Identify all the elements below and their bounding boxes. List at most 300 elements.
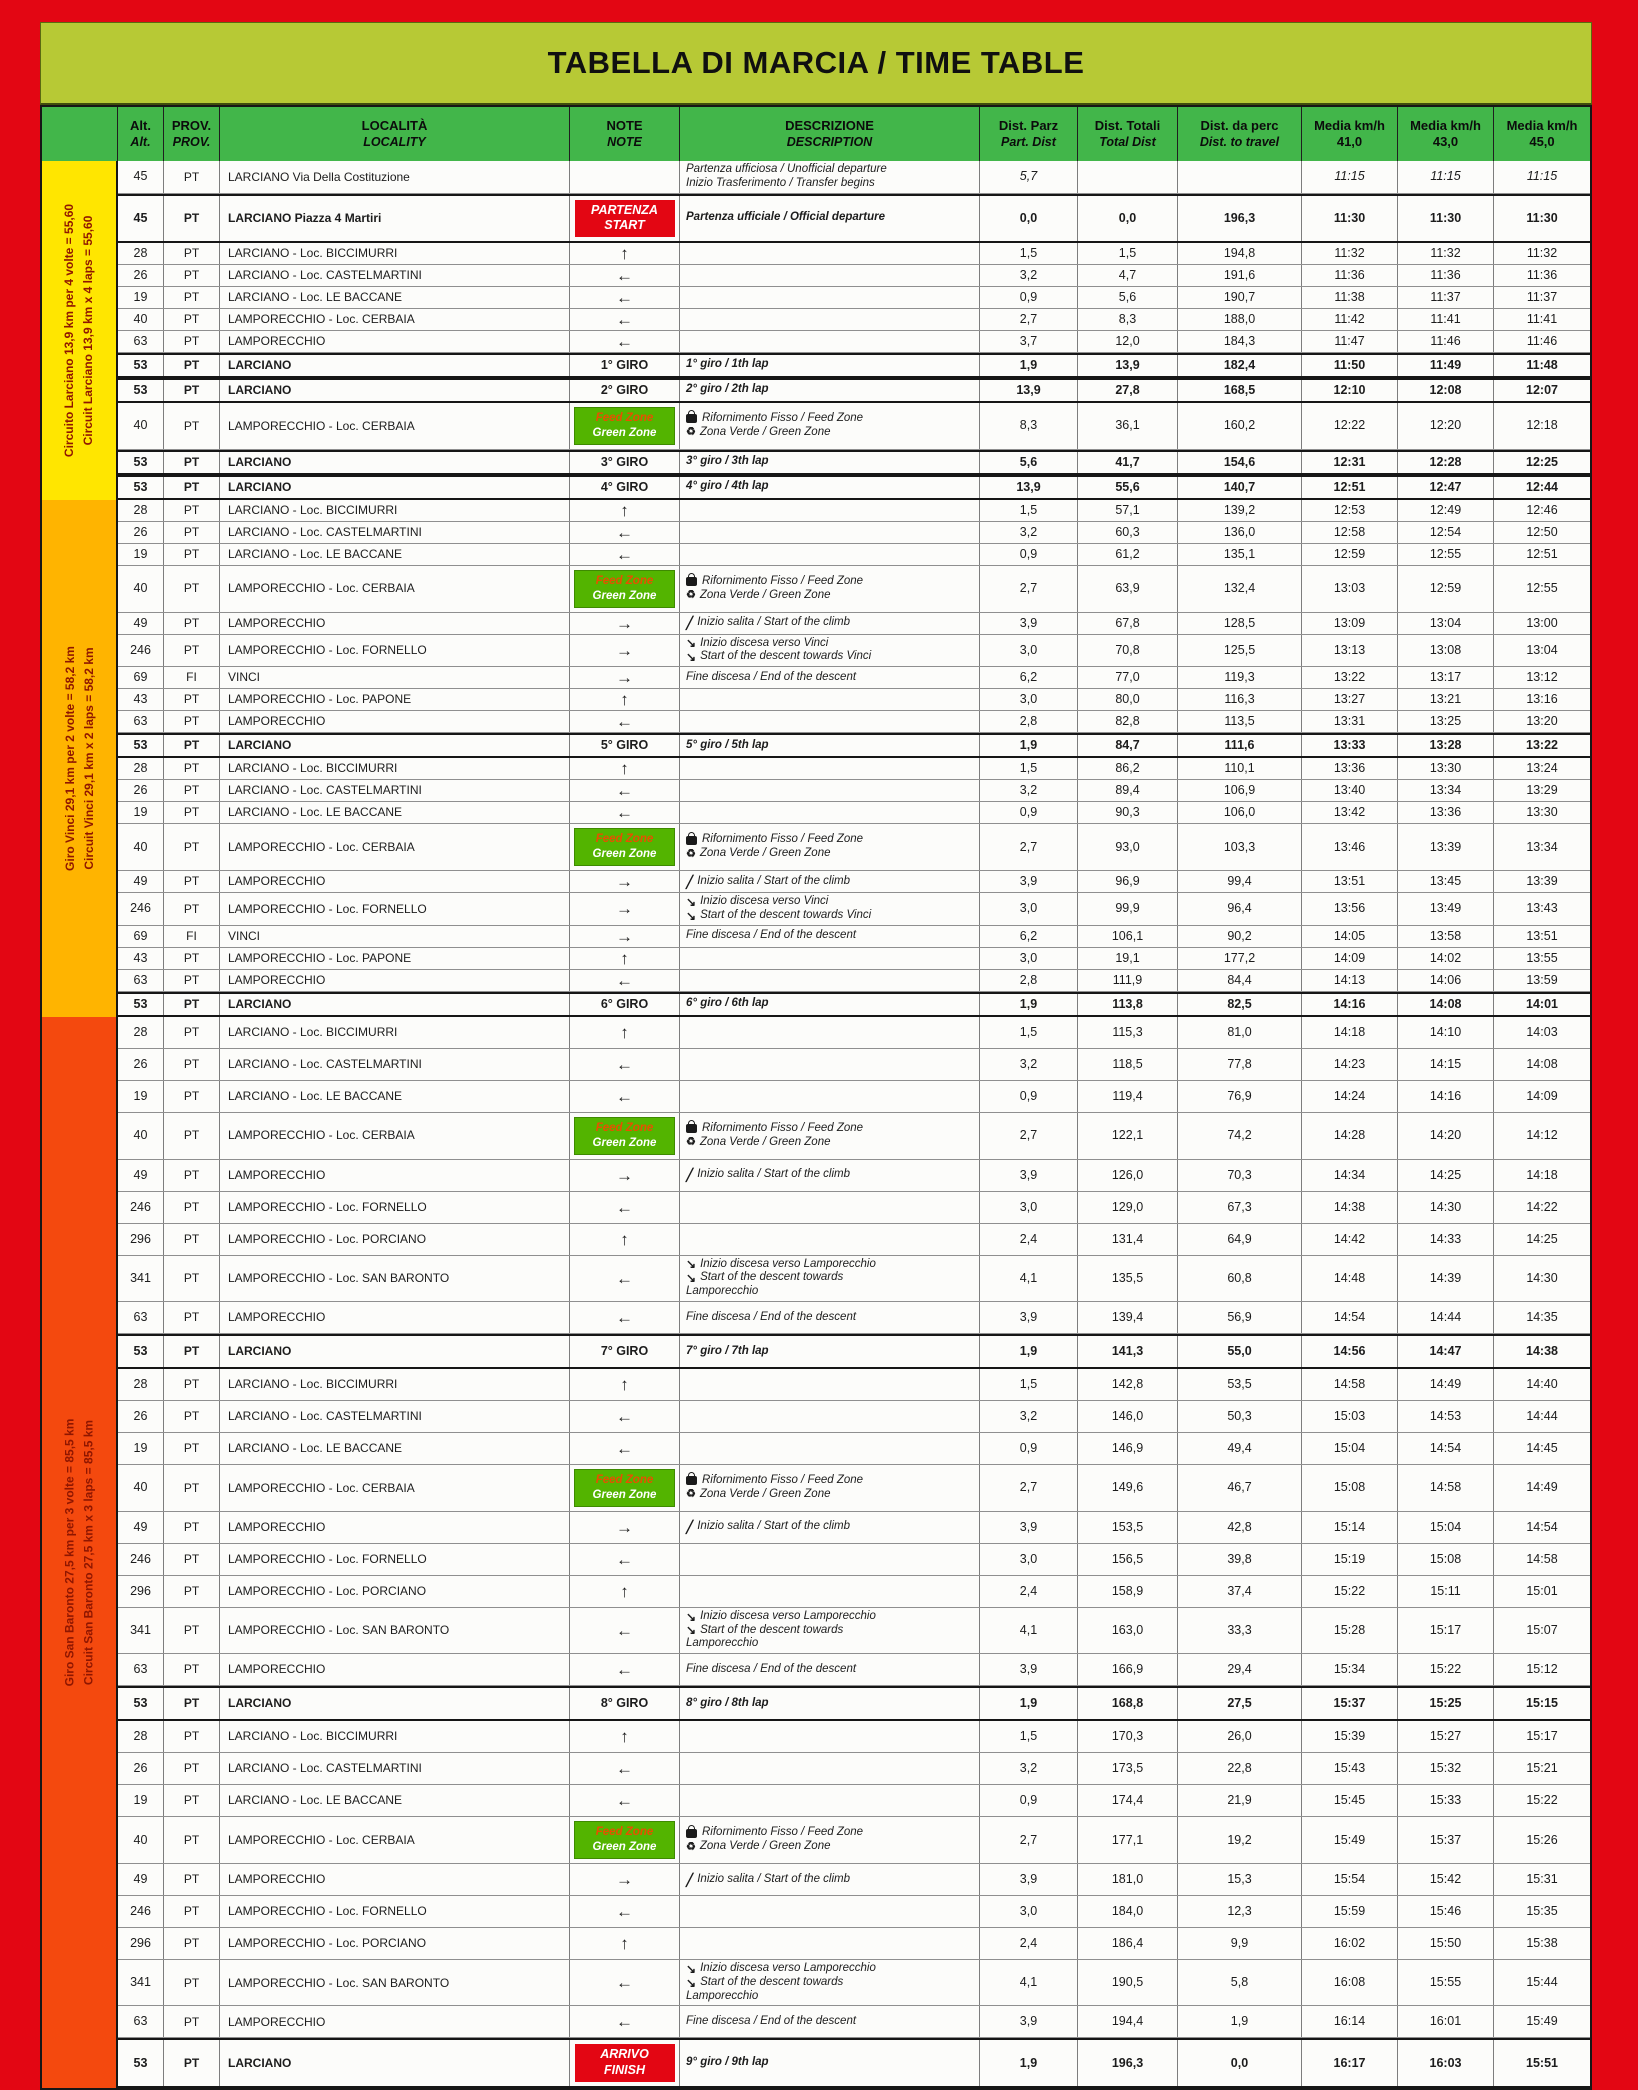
time-43-value: 12:59 — [1398, 566, 1494, 612]
time-45-value: 11:46 — [1526, 333, 1558, 348]
arrow-left-icon: ← — [616, 309, 633, 329]
altitude-value: 19 — [118, 1081, 164, 1112]
dist-perc-value: 15,3 — [1178, 1864, 1302, 1895]
province-value: PT — [164, 1113, 220, 1159]
dist-tot-value: 166,9 — [1078, 1654, 1178, 1685]
dist-parz-value: 2,7 — [980, 1817, 1078, 1863]
giro-label: 6° GIRO — [600, 996, 649, 1011]
dist-tot-value: 196,3 — [1078, 2040, 1178, 2085]
time-41-value: 14:16 — [1302, 994, 1398, 1015]
locality-value: LARCIANO — [220, 994, 570, 1015]
locality-value: LAMPORECCHIO - Loc. SAN BARONTO — [220, 1256, 570, 1301]
arrow-up-icon: ↑ — [620, 243, 629, 263]
table-row — [118, 1512, 1590, 1544]
description-cell — [680, 635, 980, 667]
dist-perc-value: 135,1 — [1178, 544, 1302, 565]
altitude-value: 53 — [118, 735, 164, 756]
time-43-value: 14:33 — [1398, 1224, 1494, 1255]
dist-tot-value: 168,8 — [1078, 1688, 1178, 1719]
description-line — [686, 2056, 769, 2070]
description-text: Fine discesa / End of the descent — [686, 670, 857, 683]
dist-tot-value: 194,4 — [1078, 2006, 1178, 2037]
dist-parz-value: 0,9 — [980, 287, 1078, 308]
time-43-value: 13:08 — [1398, 635, 1494, 667]
time-43-value: 12:08 — [1398, 380, 1494, 401]
description-cell — [680, 1753, 980, 1784]
arrow-left-icon: ← — [616, 1902, 633, 1922]
time-45-value: 14:38 — [1526, 1343, 1558, 1358]
dist-perc-value: 49,4 — [1178, 1433, 1302, 1464]
arrow-left-icon: ← — [616, 331, 633, 351]
time-41-value: 14:38 — [1302, 1192, 1398, 1223]
table-row — [118, 309, 1590, 331]
time-45-value: 11:36 — [1526, 267, 1558, 282]
locality-value: LAMPORECCHIO — [220, 1654, 570, 1685]
time-45-value: 14:58 — [1526, 1551, 1558, 1566]
col-header-media-45-label: Media km/h — [1506, 117, 1578, 133]
description-text: Inizio discesa verso Lamporecchio — [700, 1962, 876, 1975]
col-header-locality-en: LOCALITY — [363, 134, 426, 149]
table-row — [118, 2006, 1590, 2038]
table-row — [118, 1433, 1590, 1465]
table-row — [118, 893, 1590, 926]
time-41-value: 11:36 — [1302, 265, 1398, 286]
dist-perc-value: 0,0 — [1178, 2040, 1302, 2085]
time-43-value: 14:47 — [1398, 1336, 1494, 1367]
province-value: PT — [164, 477, 220, 498]
description-cell — [680, 1544, 980, 1575]
time-41-value: 14:58 — [1302, 1369, 1398, 1400]
altitude-value: 26 — [118, 780, 164, 801]
locality-value: LAMPORECCHIO - Loc. SAN BARONTO — [220, 1608, 570, 1653]
time-45-value: 13:04 — [1526, 642, 1558, 657]
time-41-value: 13:09 — [1302, 613, 1398, 634]
section-vinci-labels — [63, 646, 96, 871]
giro-label: 3° GIRO — [600, 454, 649, 469]
arrow-left-icon: ← — [616, 2012, 633, 2032]
dist-parz-value: 2,8 — [980, 970, 1078, 991]
dist-tot-value: 77,0 — [1078, 667, 1178, 688]
dist-perc-value: 21,9 — [1178, 1785, 1302, 1816]
dist-perc-value: 191,6 — [1178, 265, 1302, 286]
dist-perc-value: 111,6 — [1178, 735, 1302, 756]
table-row — [118, 331, 1590, 353]
time-45-value: 14:40 — [1526, 1376, 1558, 1391]
section-san-baronto-labels — [63, 1418, 96, 1686]
time-41-value: 15:43 — [1302, 1753, 1398, 1784]
locality-value: LARCIANO - Loc. LE BACCANE — [220, 802, 570, 823]
time-43-value: 14:10 — [1398, 1017, 1494, 1048]
time-41-value: 11:50 — [1302, 355, 1398, 376]
time-43-value: 14:08 — [1398, 994, 1494, 1015]
table-row — [118, 287, 1590, 309]
province-value: FI — [164, 926, 220, 947]
dist-tot-value: 111,9 — [1078, 970, 1178, 991]
note-cell — [570, 1401, 680, 1432]
time-43-value: 12:54 — [1398, 522, 1494, 543]
arrow-left-icon: ← — [616, 1759, 633, 1779]
locality-value: LARCIANO — [220, 355, 570, 376]
altitude-value: 26 — [118, 522, 164, 543]
dist-parz-value: 2,7 — [980, 1113, 1078, 1159]
altitude-value: 63 — [118, 970, 164, 991]
descent-icon: ↘ — [686, 650, 697, 665]
time-41-value: 11:15 — [1302, 161, 1398, 193]
musette-icon — [686, 577, 697, 586]
table-row — [118, 1401, 1590, 1433]
province-value: PT — [164, 635, 220, 667]
note-cell — [570, 1017, 680, 1048]
description-cell — [680, 1576, 980, 1607]
description-cell — [680, 2006, 980, 2037]
description-cell — [680, 380, 980, 401]
arrow-left-icon: ← — [616, 1620, 633, 1640]
dist-perc-value: 154,6 — [1178, 452, 1302, 473]
description-text: 1° giro / 1th lap — [686, 358, 769, 371]
altitude-value: 45 — [118, 196, 164, 241]
time-43-value: 14:06 — [1398, 970, 1494, 991]
table-row — [118, 926, 1590, 948]
table-row — [118, 1017, 1590, 1049]
col-header-alt-it: Alt. — [130, 117, 151, 133]
dist-perc-value: 29,4 — [1178, 1654, 1302, 1685]
col-header-dist-tot — [1078, 107, 1178, 161]
arrow-right-icon: → — [616, 668, 633, 688]
time-43-value: 13:34 — [1398, 780, 1494, 801]
time-45-value: 14:22 — [1526, 1199, 1558, 1214]
section-larciano-label-en: Circuit Larciano 13,9 km x 4 laps = 55,60 — [81, 215, 96, 446]
note-cell — [570, 1081, 680, 1112]
time-45-value: 15:31 — [1526, 1872, 1558, 1887]
table-row — [118, 1753, 1590, 1785]
dist-parz-value: 1,5 — [980, 243, 1078, 264]
dist-perc-value: 106,9 — [1178, 780, 1302, 801]
time-43-value: 11:49 — [1398, 355, 1494, 376]
time-41-value: 14:24 — [1302, 1081, 1398, 1112]
time-43-value: 11:41 — [1398, 309, 1494, 330]
time-45-value: 15:21 — [1526, 1761, 1558, 1776]
province-value: PT — [164, 1785, 220, 1816]
description-text: 8° giro / 8th lap — [686, 1696, 769, 1709]
note-cell — [570, 1113, 680, 1159]
col-header-note-en: NOTE — [607, 134, 642, 149]
dist-tot-value: 139,4 — [1078, 1302, 1178, 1333]
descent-icon: ↘ — [686, 1257, 697, 1272]
note-cell — [570, 566, 680, 612]
altitude-value: 49 — [118, 1864, 164, 1895]
time-43-value: 11:37 — [1398, 287, 1494, 308]
dist-tot-value: 89,4 — [1078, 780, 1178, 801]
table-row — [118, 1049, 1590, 1081]
province-value: PT — [164, 161, 220, 193]
table-row — [118, 992, 1590, 1017]
province-value: PT — [164, 1433, 220, 1464]
table-row — [118, 243, 1590, 265]
recycle-icon: ♻ — [686, 1135, 696, 1148]
dist-tot-value: 36,1 — [1078, 403, 1178, 449]
description-text: Inizio salita / Start of the climb — [697, 1168, 850, 1181]
note-cell — [570, 500, 680, 521]
description-text: 9° giro / 9th lap — [686, 2056, 769, 2069]
time-45-value: 12:51 — [1526, 546, 1558, 561]
altitude-value: 63 — [118, 711, 164, 732]
time-41-value: 15:04 — [1302, 1433, 1398, 1464]
col-header-media-41-label: Media km/h — [1314, 117, 1385, 133]
description-line — [686, 2015, 856, 2029]
dist-tot-value: 12,0 — [1078, 331, 1178, 352]
description-line — [686, 455, 769, 469]
climb-icon: ╱ — [686, 1872, 694, 1887]
dist-tot-value: 118,5 — [1078, 1049, 1178, 1080]
dist-tot-value: 158,9 — [1078, 1576, 1178, 1607]
section-larciano-sidebar-inner — [42, 161, 116, 500]
note-cell — [570, 403, 680, 449]
table-row — [118, 1721, 1590, 1753]
section-san-baronto-label-it: Giro San Baronto 27,5 km per 3 volte = 85,5 km — [62, 1418, 77, 1687]
altitude-value: 28 — [118, 500, 164, 521]
recycle-icon: ♻ — [686, 847, 696, 860]
description-line — [686, 833, 863, 847]
table-row — [118, 403, 1590, 450]
feed-zone-badge — [574, 1821, 675, 1859]
note-cell — [570, 1608, 680, 1653]
col-header-prov-en: PROV. — [172, 134, 211, 149]
dist-perc-value: 168,5 — [1178, 380, 1302, 401]
dist-perc-value: 194,8 — [1178, 243, 1302, 264]
description-line — [686, 480, 769, 494]
feed-zone-badge-line-0: Feed Zone — [595, 1473, 654, 1486]
section-vinci-label-it: Giro Vinci 29,1 km per 2 volte = 58,2 km — [62, 645, 77, 871]
time-41-value: 15:49 — [1302, 1817, 1398, 1863]
arrow-right-icon: → — [616, 1165, 633, 1185]
arrow-left-icon: ← — [616, 712, 633, 732]
time-41-value: 14:28 — [1302, 1113, 1398, 1159]
note-cell — [570, 265, 680, 286]
descent-icon: ↘ — [686, 1609, 697, 1624]
note-cell — [570, 948, 680, 969]
description-text: Lamporecchio — [686, 1637, 759, 1650]
dist-tot-value: 129,0 — [1078, 1192, 1178, 1223]
time-45-value: 12:07 — [1526, 382, 1558, 397]
note-cell — [570, 1928, 680, 1959]
altitude-value: 53 — [118, 2040, 164, 2085]
table-row — [118, 265, 1590, 287]
time-45-value: 14:49 — [1526, 1480, 1558, 1495]
table-row — [118, 1576, 1590, 1608]
time-41-value: 15:08 — [1302, 1465, 1398, 1511]
table-row — [118, 1256, 1590, 1302]
descent-icon: ↘ — [686, 1975, 697, 1990]
time-43-value: 12:49 — [1398, 500, 1494, 521]
dist-parz-value: 3,9 — [980, 1654, 1078, 1685]
dist-tot-value: 13,9 — [1078, 355, 1178, 376]
locality-value: LAMPORECCHIO - Loc. CERBAIA — [220, 309, 570, 330]
time-41-value: 13:42 — [1302, 802, 1398, 823]
altitude-value: 26 — [118, 1753, 164, 1784]
description-cell — [680, 1433, 980, 1464]
time-41-value: 16:17 — [1302, 2040, 1398, 2085]
time-41-value: 14:13 — [1302, 970, 1398, 991]
dist-perc-value: 1,9 — [1178, 2006, 1302, 2037]
time-43-value: 15:11 — [1398, 1576, 1494, 1607]
description-cell — [680, 613, 980, 634]
time-41-value: 11:38 — [1302, 287, 1398, 308]
province-value: PT — [164, 287, 220, 308]
time-41-value: 14:18 — [1302, 1017, 1398, 1048]
dist-perc-value: 82,5 — [1178, 994, 1302, 1015]
locality-value: LAMPORECCHIO - Loc. PAPONE — [220, 689, 570, 710]
description-line — [686, 671, 856, 685]
col-header-alt — [118, 107, 164, 161]
dist-perc-value: 39,8 — [1178, 1544, 1302, 1575]
time-43-value: 15:25 — [1398, 1688, 1494, 1719]
description-text: Start of the descent towards Vinci — [700, 908, 872, 921]
arrow-left-icon: ← — [616, 1660, 633, 1680]
dist-parz-value: 1,9 — [980, 735, 1078, 756]
descent-icon: ↘ — [686, 1961, 697, 1976]
time-45-value: 14:54 — [1526, 1519, 1558, 1534]
time-41-value: 13:33 — [1302, 735, 1398, 756]
description-cell — [680, 355, 980, 376]
note-cell — [570, 1864, 680, 1895]
section-vinci-sidebar — [42, 500, 118, 1017]
note-cell — [570, 1785, 680, 1816]
note-cell — [570, 309, 680, 330]
dist-perc-value: 103,3 — [1178, 824, 1302, 870]
description-line — [686, 1962, 876, 1976]
dist-perc-value: 9,9 — [1178, 1928, 1302, 1959]
time-41-value: 15:19 — [1302, 1544, 1398, 1575]
time-45-value: 13:12 — [1526, 670, 1558, 685]
dist-perc-value: 177,2 — [1178, 948, 1302, 969]
time-45-value: 15:01 — [1526, 1583, 1558, 1598]
time-45-value: 11:41 — [1526, 311, 1558, 326]
description-text: Start of the descent towards — [700, 1623, 844, 1636]
locality-value: LARCIANO - Loc. CASTELMARTINI — [220, 265, 570, 286]
description-line — [686, 909, 871, 923]
province-value: PT — [164, 331, 220, 352]
time-41-value: 13:40 — [1302, 780, 1398, 801]
dist-parz-value: 2,7 — [980, 566, 1078, 612]
time-43-value: 13:39 — [1398, 824, 1494, 870]
musette-icon — [686, 414, 697, 423]
recycle-icon: ♻ — [686, 426, 696, 439]
description-text: Inizio discesa verso Lamporecchio — [700, 1257, 876, 1270]
note-cell — [570, 1465, 680, 1511]
province-value: PT — [164, 1160, 220, 1191]
time-45-value: 13:55 — [1526, 950, 1558, 965]
locality-value: LARCIANO — [220, 1336, 570, 1367]
province-value: PT — [164, 452, 220, 473]
description-cell — [680, 243, 980, 264]
table-row — [118, 667, 1590, 689]
dist-perc-value: 99,4 — [1178, 871, 1302, 892]
dist-parz-value: 1,5 — [980, 500, 1078, 521]
time-43-value: 12:28 — [1398, 452, 1494, 473]
time-43-value: 16:01 — [1398, 2006, 1494, 2037]
description-cell — [680, 265, 980, 286]
locality-value: LAMPORECCHIO — [220, 613, 570, 634]
feed-zone-badge-line-1: Green Zone — [592, 1136, 657, 1149]
province-value: PT — [164, 1224, 220, 1255]
dist-tot-value: 27,8 — [1078, 380, 1178, 401]
dist-perc-value: 190,7 — [1178, 287, 1302, 308]
dist-parz-value: 3,9 — [980, 871, 1078, 892]
dist-perc-value: 5,8 — [1178, 1960, 1302, 2005]
giro-label: 1° GIRO — [600, 357, 649, 372]
dist-parz-value: 1,9 — [980, 1688, 1078, 1719]
altitude-value: 40 — [118, 1113, 164, 1159]
col-header-dist-parz-en: Part. Dist — [1001, 134, 1056, 149]
province-value: PT — [164, 824, 220, 870]
altitude-value: 63 — [118, 331, 164, 352]
time-43-value: 14:58 — [1398, 1465, 1494, 1511]
note-cell — [570, 1302, 680, 1333]
locality-value: LARCIANO - Loc. BICCIMURRI — [220, 1721, 570, 1752]
dist-tot-value: 41,7 — [1078, 452, 1178, 473]
arrow-up-icon: ↑ — [620, 948, 629, 968]
dist-parz-value: 0,9 — [980, 1081, 1078, 1112]
note-cell — [570, 802, 680, 823]
feed-zone-badge — [574, 1117, 675, 1155]
table-row — [118, 1192, 1590, 1224]
dist-perc-value: 46,7 — [1178, 1465, 1302, 1511]
giro-label: 8° GIRO — [600, 1696, 649, 1711]
altitude-value: 19 — [118, 544, 164, 565]
col-header-media-43 — [1398, 107, 1494, 161]
table-row — [118, 194, 1590, 243]
description-cell — [680, 1224, 980, 1255]
description-line — [686, 997, 769, 1011]
dist-parz-value: 1,9 — [980, 994, 1078, 1015]
col-header-media-45-value: 45,0 — [1529, 133, 1555, 149]
dist-perc-value: 60,8 — [1178, 1256, 1302, 1301]
altitude-value: 53 — [118, 994, 164, 1015]
time-43-value: 14:20 — [1398, 1113, 1494, 1159]
description-line — [686, 637, 828, 651]
locality-value: LAMPORECCHIO - Loc. PAPONE — [220, 948, 570, 969]
time-41-value: 14:48 — [1302, 1256, 1398, 1301]
province-value: PT — [164, 893, 220, 925]
time-45-value: 14:09 — [1526, 1088, 1558, 1103]
note-cell — [570, 1896, 680, 1927]
dist-perc-value: 113,5 — [1178, 711, 1302, 732]
altitude-value: 246 — [118, 1192, 164, 1223]
dist-parz-value: 1,9 — [980, 1336, 1078, 1367]
dist-parz-value: 8,3 — [980, 403, 1078, 449]
note-cell — [570, 635, 680, 667]
col-header-dist-perc-it: Dist. da perc — [1200, 117, 1279, 133]
time-43-value: 13:45 — [1398, 871, 1494, 892]
start-badge — [575, 200, 675, 237]
description-cell — [680, 566, 980, 612]
description-text: Zona Verde / Green Zone — [699, 1135, 831, 1148]
time-41-value: 11:42 — [1302, 309, 1398, 330]
table-row — [118, 161, 1590, 194]
table-row — [118, 1334, 1590, 1369]
note-cell — [570, 1512, 680, 1543]
section-larciano-circuit — [42, 161, 1590, 500]
arrow-left-icon: ← — [616, 1086, 633, 1106]
locality-value: LAMPORECCHIO - Loc. FORNELLO — [220, 1896, 570, 1927]
altitude-value: 296 — [118, 1224, 164, 1255]
arrow-up-icon: ↑ — [620, 1374, 629, 1394]
table-row — [118, 824, 1590, 871]
description-cell — [680, 331, 980, 352]
note-cell — [570, 613, 680, 634]
time-45-value: 11:30 — [1526, 210, 1558, 225]
altitude-value: 341 — [118, 1960, 164, 2005]
